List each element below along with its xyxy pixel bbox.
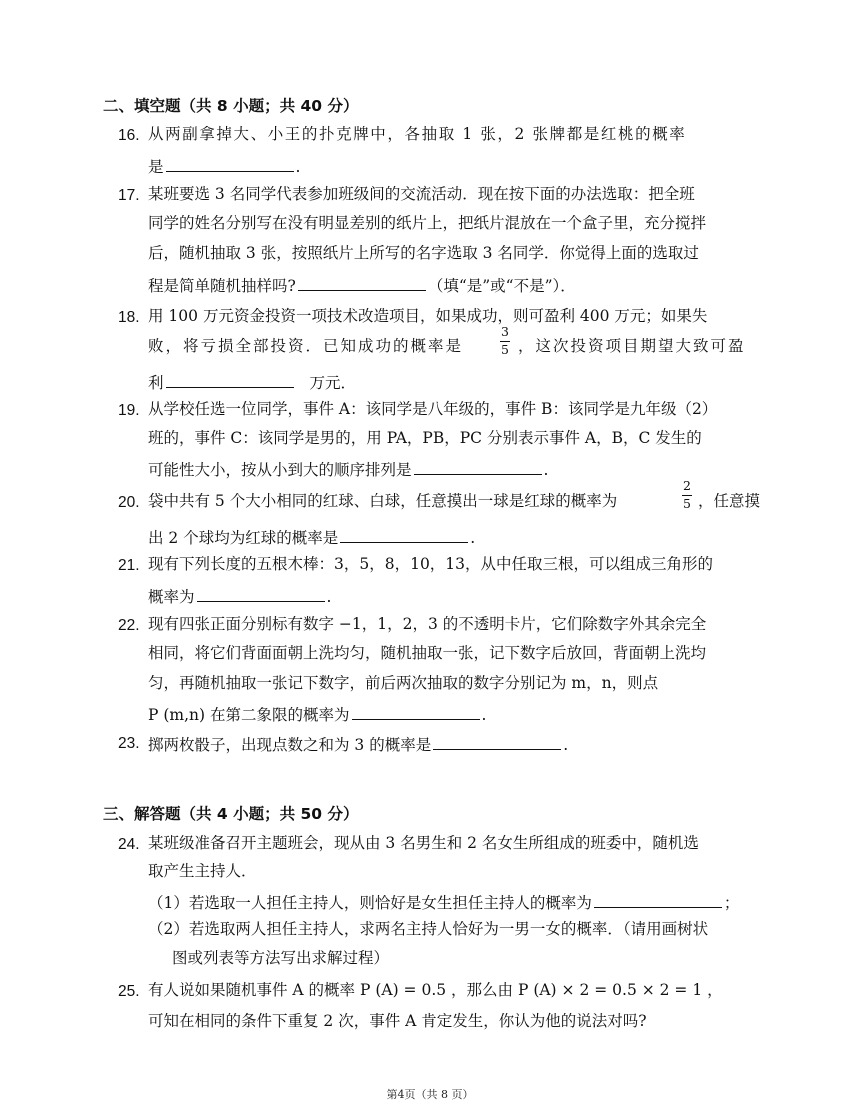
q18-line3 [148, 373, 356, 392]
q21-answer-blank[interactable] [197, 587, 325, 602]
q23-number: 23. [118, 735, 140, 752]
q17-answer-blank[interactable] [298, 276, 426, 291]
q16-line2-end: . [295, 158, 301, 176]
q21-line2-end: . [326, 588, 332, 606]
q24-line5: 图或列表等方法写出求解过程） [172, 949, 390, 967]
q21-line1: 现有下列长度的五根木棒：3，5，8，10，13，从中任取三根，可以组成三角形的 [148, 555, 714, 573]
q20-number: 20. [118, 494, 140, 511]
q22-line4 [148, 705, 486, 724]
q17-line4-end: （填“是”或“不是”）． [427, 277, 576, 295]
q25-number: 25. [118, 983, 140, 1000]
q25-line2: 可知在相同的条件下重复 2 次，事件 A 肯定发生，你认为他的说法对吗? [148, 1012, 647, 1030]
q24-line1: 某班级准备召开主题班会，现从由 3 名男生和 2 名女生所组成的班委中，随机选 [148, 834, 699, 852]
q16-line1: 从两副拿掉大、小王的扑克牌中，各抽取 1 张，2 张牌都是红桃的概率 [148, 125, 687, 143]
q18-line1: 用 100 万元资金投资一项技术改造项目，如果成功，则可盈利 400 万元；如果失 [148, 307, 708, 325]
q17-line4-text: 程是简单随机抽样吗? [148, 277, 296, 295]
q16-answer-blank[interactable] [166, 157, 294, 172]
q24-answer-blank[interactable] [594, 893, 722, 908]
q18-number: 18. [118, 309, 140, 326]
q21-line2-text: 概率为 [148, 588, 195, 606]
q20-line1a: 袋中共有 5 个大小相同的红球、白球，任意摸出一球是红球的概率为 [148, 492, 618, 510]
q16-number: 16. [118, 127, 140, 144]
q21-line2 [148, 587, 331, 606]
q16-line2 [148, 157, 300, 176]
q18-fraction-numerator: 3 [501, 324, 509, 339]
q19-line3-text: 可能性大小，按从小到大的顺序排列是 [148, 461, 412, 479]
q17-line2: 同学的姓名分别写在没有明显差别的纸片上，把纸片混放在一个盒子里，充分搅拌 [148, 214, 707, 232]
q20-line2 [148, 528, 475, 547]
q22-line2: 相同，将它们背面面朝上洗均匀，随机抽取一张，记下数字后放回，背面朝上洗均 [148, 644, 707, 662]
q20-line1b: ，任意摸 [698, 492, 761, 510]
q20-line2-end: . [470, 529, 476, 547]
q24-line2: 取产生主持人． [148, 862, 257, 880]
q23-line1 [148, 735, 568, 754]
q23-line1-text: 掷两枚骰子，出现点数之和为 3 的概率是 [148, 736, 432, 754]
q21-number: 21. [118, 557, 140, 574]
q17-line1: 某班要选 3 名同学代表参加班级间的交流活动．现在按下面的办法选取：把全班 [148, 185, 695, 203]
q18-fraction [500, 326, 510, 356]
q18-answer-blank[interactable] [166, 373, 294, 388]
q20-line2-text: 出 2 个球均为红球的概率是 [148, 529, 339, 547]
q24-number: 24. [118, 836, 140, 853]
q24-line3-text: （1）若选取一人担任主持人，则恰好是女生担任主持人的概率为 [148, 894, 592, 912]
q19-number: 19. [118, 402, 140, 419]
q25-line1: 有人说如果随机事件 A 的概率 P (A) = 0.5 ，那么由 P (A) × 2 = 0.5 × 2 = 1 ， [148, 981, 723, 999]
q22-line1: 现有四张正面分别标有数字 −1，1，2，3 的不透明卡片，它们除数字外其余完全 [148, 615, 707, 633]
q22-line4-text: P (m,n) 在第二象限的概率为 [148, 706, 350, 724]
q18-line2a: 败，将亏损全部投资．已知成功的概率是 [148, 337, 464, 355]
q18-line3-end: 万元． [309, 374, 357, 392]
q17-line3: 后，随机抽取 3 张，按照纸片上所写的名字选取 3 名同学．你觉得上面的选取过 [148, 244, 699, 262]
q24-line3-end: ； [723, 894, 740, 912]
q23-answer-blank[interactable] [433, 735, 561, 750]
q19-line1: 从学校任选一位同学，事件 A：该同学是八年级的，事件 B：该同学是九年级（2） [148, 400, 718, 418]
q18-line3-text: 利 [148, 374, 164, 392]
q20-fraction-numerator: 2 [683, 478, 691, 493]
q16-line2-text: 是 [148, 158, 164, 176]
q19-answer-blank[interactable] [414, 460, 542, 475]
section-2-title: 二、填空题（共 8 小题；共 40 分） [103, 97, 359, 115]
q19-line3 [148, 460, 548, 479]
section-3-title: 三、解答题（共 4 小题；共 50 分） [103, 805, 359, 823]
q24-line3 [148, 893, 739, 912]
q22-answer-blank[interactable] [352, 705, 480, 720]
q18-line2b: ，这次投资项目期望大致可盈 [518, 337, 746, 355]
q19-line3-end: . [543, 461, 549, 479]
q24-line4: （2）若选取两人担任主持人，求两名主持人恰好为一男一女的概率．（请用画树状 [148, 920, 709, 938]
q22-line3: 匀，再随机抽取一张记下数字，前后两次抽取的数字分别记为 m，n，则点 [148, 674, 659, 692]
q20-fraction [682, 480, 692, 510]
q17-number: 17. [118, 187, 140, 204]
q22-line4-end: . [481, 706, 487, 724]
page-footer: 第4页（共 8 页） [386, 1088, 474, 1101]
q19-line2: 班的，事件 C：该同学是男的，用 PA，PB，PC 分别表示事件 A，B，C 发生的 [148, 429, 702, 447]
q20-answer-blank[interactable] [340, 528, 468, 543]
q18-fraction-denominator: 5 [501, 341, 509, 357]
q22-number: 22. [118, 617, 140, 634]
q23-line1-end: . [563, 736, 569, 754]
q20-fraction-denominator: 5 [683, 495, 691, 511]
q17-line4 [148, 276, 576, 295]
